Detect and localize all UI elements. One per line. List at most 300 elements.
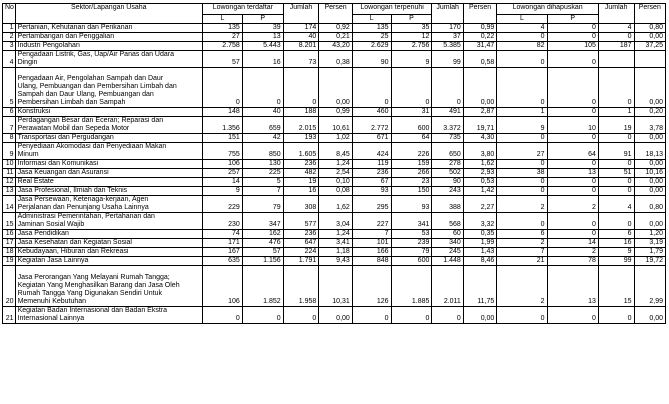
- header-jumlah: Jumlah: [598, 4, 634, 24]
- value-cell: 64: [547, 143, 598, 160]
- table-row: [3, 213, 666, 230]
- value-cell: 0,00: [634, 33, 666, 42]
- value-cell: 9: [497, 117, 547, 134]
- value-cell: 600: [391, 257, 432, 266]
- value-cell: 0,00: [634, 160, 666, 169]
- table-row: [3, 230, 666, 239]
- value-cell: 0,21: [319, 33, 353, 42]
- value-cell: 0,00: [634, 187, 666, 196]
- value-cell: 27: [203, 33, 243, 42]
- value-cell: 188: [283, 108, 319, 117]
- row-number: 6: [3, 108, 16, 117]
- value-cell: 0: [547, 68, 598, 108]
- value-cell: 295: [352, 196, 391, 213]
- sektor-name: Perdagangan Besar dan Eceran; Reparasi dan Perawatan Mobil dan Sepeda Motor: [15, 117, 202, 134]
- value-cell: 0: [497, 307, 547, 324]
- value-cell: 42: [242, 134, 283, 143]
- header-l: L: [352, 15, 391, 24]
- value-cell: 1.448: [432, 257, 463, 266]
- value-cell: 2,93: [463, 169, 497, 178]
- value-cell: 0: [598, 213, 634, 230]
- header-l: L: [497, 15, 547, 24]
- value-cell: 266: [391, 169, 432, 178]
- table-row: [3, 239, 666, 248]
- value-cell: 0: [547, 51, 598, 68]
- value-cell: 0: [497, 33, 547, 42]
- value-cell: 0: [497, 134, 547, 143]
- value-cell: 225: [242, 169, 283, 178]
- sektor-name: Administrasi Pemerintahan, Pertahanan dan Jaminan Sosial Wajib: [15, 213, 202, 230]
- table-row: [3, 117, 666, 134]
- sektor-name: Kegiatan Jasa Lainnya: [15, 257, 202, 266]
- value-cell: 74: [203, 230, 243, 239]
- value-cell: 229: [203, 196, 243, 213]
- value-cell: 1,42: [463, 187, 497, 196]
- value-cell: 151: [203, 134, 243, 143]
- value-cell: 236: [352, 169, 391, 178]
- row-number: 2: [3, 33, 16, 42]
- value-cell: 347: [242, 213, 283, 230]
- value-cell: 9: [391, 51, 432, 68]
- table-row: [3, 143, 666, 160]
- value-cell: 19: [283, 178, 319, 187]
- value-cell: 174: [283, 24, 319, 33]
- sektor-name: Jasa Keuangan dan Asuransi: [15, 169, 202, 178]
- value-cell: 0,58: [463, 51, 497, 68]
- sektor-name: Pengadaan Air, Pengolahan Sampah dan Daur Ulang, Pembuangan dan Pembersihan Limbah dan Sampah dan Daur Ulang, Pembuangan dan Pembersihan Limbah dan Sampah: [15, 68, 202, 108]
- row-number: 11: [3, 169, 16, 178]
- value-cell: 159: [391, 160, 432, 169]
- value-cell: 0: [598, 187, 634, 196]
- value-cell: 0,00: [463, 68, 497, 108]
- value-cell: 245: [432, 248, 463, 257]
- value-cell: 16: [598, 239, 634, 248]
- header-persen: Persen: [463, 4, 497, 24]
- value-cell: 78: [547, 257, 598, 266]
- header-p: P: [391, 15, 432, 24]
- value-cell: 0: [432, 68, 463, 108]
- value-cell: 0: [283, 307, 319, 324]
- value-cell: 2: [547, 196, 598, 213]
- value-cell: 19,72: [634, 257, 666, 266]
- value-cell: 7: [352, 230, 391, 239]
- value-cell: 0: [598, 307, 634, 324]
- value-cell: 13: [547, 266, 598, 307]
- value-cell: 57: [203, 51, 243, 68]
- sektor-name: Informasi dan Komunikasi: [15, 160, 202, 169]
- value-cell: 9: [203, 187, 243, 196]
- sektor-name: Penyediaan Akomodasi dan Penyediaan Makan Minum: [15, 143, 202, 160]
- value-cell: 43,20: [319, 42, 353, 51]
- value-cell: 424: [352, 143, 391, 160]
- value-cell: 57: [242, 248, 283, 257]
- value-cell: 90: [432, 178, 463, 187]
- value-cell: 0,35: [463, 230, 497, 239]
- sektor-name: Konstruksi: [15, 108, 202, 117]
- value-cell: 278: [432, 160, 463, 169]
- value-cell: 2.772: [352, 117, 391, 134]
- value-cell: 6: [497, 230, 547, 239]
- header-terpenuhi: Lowongan terpenuhi: [352, 4, 432, 15]
- value-cell: 82: [497, 42, 547, 51]
- value-cell: 491: [432, 108, 463, 117]
- table-row: [3, 196, 666, 213]
- value-cell: 187: [598, 42, 634, 51]
- value-cell: 166: [352, 248, 391, 257]
- value-cell: 0,00: [634, 307, 666, 324]
- value-cell: 162: [242, 230, 283, 239]
- value-cell: 1.791: [283, 257, 319, 266]
- value-cell: 0,10: [319, 178, 353, 187]
- row-number: 19: [3, 257, 16, 266]
- table-row: [3, 307, 666, 324]
- value-cell: 3,78: [634, 117, 666, 134]
- sektor-name: Kebudayaan, Hiburan dan Rekreasi: [15, 248, 202, 257]
- value-cell: 0,99: [319, 108, 353, 117]
- value-cell: 9: [598, 248, 634, 257]
- value-cell: 21: [497, 257, 547, 266]
- value-cell: 0: [547, 307, 598, 324]
- value-cell: 0: [547, 187, 598, 196]
- row-number: 20: [3, 266, 16, 307]
- value-cell: 0,00: [634, 178, 666, 187]
- row-number: 13: [3, 187, 16, 196]
- value-cell: 2: [547, 248, 598, 257]
- lowongan-table: [2, 3, 666, 324]
- value-cell: 93: [352, 187, 391, 196]
- value-cell: 99: [598, 257, 634, 266]
- value-cell: 0: [497, 178, 547, 187]
- table-row: [3, 257, 666, 266]
- row-number: 7: [3, 117, 16, 134]
- value-cell: 2: [497, 239, 547, 248]
- value-cell: 101: [352, 239, 391, 248]
- table-row: [3, 51, 666, 68]
- value-cell: 8,45: [319, 143, 353, 160]
- value-cell: [598, 51, 634, 68]
- value-cell: 4: [598, 24, 634, 33]
- row-number: 17: [3, 239, 16, 248]
- value-cell: 568: [432, 213, 463, 230]
- value-cell: 105: [547, 42, 598, 51]
- sektor-name: Pertanian, Kehutanan dan Perikanan: [15, 24, 202, 33]
- table-row: [3, 24, 666, 33]
- value-cell: 735: [432, 134, 463, 143]
- value-cell: 2.629: [352, 42, 391, 51]
- value-cell: 755: [203, 143, 243, 160]
- value-cell: 23: [391, 178, 432, 187]
- value-cell: 1.605: [283, 143, 319, 160]
- value-cell: 4,30: [463, 134, 497, 143]
- value-cell: 0: [391, 68, 432, 108]
- header-jumlah: Jumlah: [432, 4, 463, 24]
- value-cell: 13: [242, 33, 283, 42]
- table-row: [3, 266, 666, 307]
- row-number: 8: [3, 134, 16, 143]
- row-number: 18: [3, 248, 16, 257]
- value-cell: 476: [242, 239, 283, 248]
- value-cell: 0,00: [634, 68, 666, 108]
- value-cell: 0,20: [634, 108, 666, 117]
- value-cell: 1,24: [319, 230, 353, 239]
- value-cell: 243: [432, 187, 463, 196]
- value-cell: 1,79: [634, 248, 666, 257]
- sektor-name: Pertambangan dan Penggalian: [15, 33, 202, 42]
- value-cell: 7: [497, 248, 547, 257]
- value-cell: 3,41: [319, 239, 353, 248]
- value-cell: 0: [203, 68, 243, 108]
- value-cell: 340: [432, 239, 463, 248]
- value-cell: 171: [203, 239, 243, 248]
- value-cell: 2.011: [432, 266, 463, 307]
- value-cell: 0: [598, 178, 634, 187]
- value-cell: 0: [242, 307, 283, 324]
- value-cell: 12: [391, 33, 432, 42]
- value-cell: 659: [242, 117, 283, 134]
- sektor-name: Jasa Kesehatan dan Kegiatan Sosial: [15, 239, 202, 248]
- header-persen: Persen: [319, 4, 353, 24]
- value-cell: 2.756: [391, 42, 432, 51]
- row-number: 4: [3, 51, 16, 68]
- value-cell: 226: [391, 143, 432, 160]
- sektor-name: Transportasi dan Pergudangan: [15, 134, 202, 143]
- value-cell: 308: [283, 196, 319, 213]
- table-row: [3, 160, 666, 169]
- table-row: [3, 42, 666, 51]
- value-cell: 0: [547, 24, 598, 33]
- value-cell: 239: [391, 239, 432, 248]
- value-cell: 482: [283, 169, 319, 178]
- table-row: [3, 108, 666, 117]
- value-cell: 13: [547, 169, 598, 178]
- value-cell: 10,61: [319, 117, 353, 134]
- table-row: [3, 33, 666, 42]
- value-cell: 8.201: [283, 42, 319, 51]
- value-cell: 148: [203, 108, 243, 117]
- value-cell: 25: [352, 33, 391, 42]
- value-cell: 9,43: [319, 257, 353, 266]
- value-cell: 2.758: [203, 42, 243, 51]
- value-cell: 1,99: [463, 239, 497, 248]
- value-cell: 73: [283, 51, 319, 68]
- value-cell: 0: [242, 68, 283, 108]
- value-cell: 53: [391, 230, 432, 239]
- value-cell: 19,71: [463, 117, 497, 134]
- value-cell: 39: [242, 24, 283, 33]
- value-cell: 2,54: [319, 169, 353, 178]
- value-cell: 848: [352, 257, 391, 266]
- value-cell: 193: [283, 134, 319, 143]
- value-cell: 2,27: [463, 196, 497, 213]
- value-cell: 227: [352, 213, 391, 230]
- value-cell: 2.015: [283, 117, 319, 134]
- value-cell: 79: [242, 196, 283, 213]
- value-cell: 35: [391, 24, 432, 33]
- value-cell: 236: [283, 230, 319, 239]
- value-cell: 1,20: [634, 230, 666, 239]
- value-cell: 341: [391, 213, 432, 230]
- value-cell: 0: [497, 160, 547, 169]
- value-cell: 1.958: [283, 266, 319, 307]
- row-number: 10: [3, 160, 16, 169]
- value-cell: 67: [352, 178, 391, 187]
- value-cell: 0,00: [319, 68, 353, 108]
- value-cell: 6: [598, 230, 634, 239]
- row-number: 15: [3, 213, 16, 230]
- value-cell: 0: [598, 134, 634, 143]
- value-cell: 0: [598, 68, 634, 108]
- value-cell: 0: [547, 213, 598, 230]
- value-cell: 93: [391, 196, 432, 213]
- value-cell: 3.372: [432, 117, 463, 134]
- value-cell: 16: [283, 187, 319, 196]
- value-cell: [634, 51, 666, 68]
- table-row: [3, 178, 666, 187]
- value-cell: 3,19: [634, 239, 666, 248]
- value-cell: 0,22: [463, 33, 497, 42]
- value-cell: 91: [598, 143, 634, 160]
- value-cell: 31,47: [463, 42, 497, 51]
- value-cell: 0,53: [463, 178, 497, 187]
- value-cell: 16: [242, 51, 283, 68]
- value-cell: 1,24: [319, 160, 353, 169]
- value-cell: 0,80: [634, 196, 666, 213]
- value-cell: 40: [242, 108, 283, 117]
- sektor-name: Real Estate: [15, 178, 202, 187]
- value-cell: 3,04: [319, 213, 353, 230]
- value-cell: 3,32: [463, 213, 497, 230]
- value-cell: 106: [203, 160, 243, 169]
- value-cell: 0: [547, 33, 598, 42]
- value-cell: 647: [283, 239, 319, 248]
- value-cell: 0: [547, 108, 598, 117]
- value-cell: 1: [598, 108, 634, 117]
- row-number: 9: [3, 143, 16, 160]
- value-cell: 0,99: [463, 24, 497, 33]
- value-cell: 577: [283, 213, 319, 230]
- value-cell: 0,08: [319, 187, 353, 196]
- value-cell: 0: [598, 33, 634, 42]
- table-body: [3, 24, 666, 324]
- value-cell: 0: [391, 307, 432, 324]
- value-cell: 51: [598, 169, 634, 178]
- header-dihapuskan: Lowongan dihapuskan: [497, 4, 599, 15]
- value-cell: 37: [432, 33, 463, 42]
- value-cell: 3,80: [463, 143, 497, 160]
- sektor-name: Jasa Persewaan, Ketenaga-kerjaan, Agen Perjalanan dan Penunjang Usaha Lainnya: [15, 196, 202, 213]
- header-p: P: [547, 15, 598, 24]
- value-cell: 0,00: [319, 307, 353, 324]
- table-row: [3, 169, 666, 178]
- value-cell: 1,18: [319, 248, 353, 257]
- value-cell: 0: [547, 178, 598, 187]
- value-cell: 99: [432, 51, 463, 68]
- value-cell: 10,31: [319, 266, 353, 307]
- value-cell: 5.385: [432, 42, 463, 51]
- value-cell: 10,16: [634, 169, 666, 178]
- value-cell: 1.852: [242, 266, 283, 307]
- value-cell: 0,38: [319, 51, 353, 68]
- value-cell: 0: [547, 134, 598, 143]
- value-cell: 230: [203, 213, 243, 230]
- value-cell: 4: [598, 196, 634, 213]
- sektor-name: Industri Pengolahan: [15, 42, 202, 51]
- value-cell: 15: [598, 266, 634, 307]
- value-cell: 0: [598, 160, 634, 169]
- header-p: P: [242, 15, 283, 24]
- row-number: 1: [3, 24, 16, 33]
- value-cell: 90: [352, 51, 391, 68]
- value-cell: 31: [391, 108, 432, 117]
- row-number: 5: [3, 68, 16, 108]
- value-cell: 0: [497, 68, 547, 108]
- row-number: 12: [3, 178, 16, 187]
- header-jumlah: Jumlah: [283, 4, 319, 24]
- value-cell: 135: [352, 24, 391, 33]
- table-row: [3, 248, 666, 257]
- value-cell: 119: [352, 160, 391, 169]
- value-cell: 1.885: [391, 266, 432, 307]
- value-cell: 0: [497, 187, 547, 196]
- value-cell: 4: [497, 24, 547, 33]
- value-cell: 38: [497, 169, 547, 178]
- value-cell: 7: [242, 187, 283, 196]
- value-cell: 11,75: [463, 266, 497, 307]
- value-cell: 27: [497, 143, 547, 160]
- value-cell: 502: [432, 169, 463, 178]
- value-cell: 1: [497, 108, 547, 117]
- value-cell: 1,43: [463, 248, 497, 257]
- value-cell: 5: [242, 178, 283, 187]
- value-cell: 1.156: [242, 257, 283, 266]
- value-cell: 2,87: [463, 108, 497, 117]
- value-cell: 64: [391, 134, 432, 143]
- value-cell: 0,00: [634, 134, 666, 143]
- value-cell: 0: [283, 68, 319, 108]
- table-row: [3, 68, 666, 108]
- value-cell: 135: [203, 24, 243, 33]
- value-cell: 0: [497, 51, 547, 68]
- value-cell: 1.356: [203, 117, 243, 134]
- value-cell: 257: [203, 169, 243, 178]
- value-cell: 671: [352, 134, 391, 143]
- value-cell: 0: [432, 307, 463, 324]
- header-l: L: [203, 15, 243, 24]
- value-cell: 14: [203, 178, 243, 187]
- value-cell: 130: [242, 160, 283, 169]
- value-cell: 0: [352, 68, 391, 108]
- value-cell: 600: [391, 117, 432, 134]
- value-cell: 850: [242, 143, 283, 160]
- value-cell: 2: [497, 266, 547, 307]
- value-cell: 79: [391, 248, 432, 257]
- value-cell: 2: [497, 196, 547, 213]
- header-terdaftar: Lowongan terdaftar: [203, 4, 284, 15]
- value-cell: 0,92: [319, 24, 353, 33]
- table-row: [3, 134, 666, 143]
- header-sektor: Sektor/Lapangan Usaha: [15, 4, 202, 24]
- header-persen: Persen: [634, 4, 666, 24]
- value-cell: 19: [598, 117, 634, 134]
- table-row: [3, 187, 666, 196]
- value-cell: 236: [283, 160, 319, 169]
- value-cell: 224: [283, 248, 319, 257]
- row-number: 21: [3, 307, 16, 324]
- row-number: 16: [3, 230, 16, 239]
- row-number: 3: [3, 42, 16, 51]
- value-cell: 0: [352, 307, 391, 324]
- value-cell: 150: [391, 187, 432, 196]
